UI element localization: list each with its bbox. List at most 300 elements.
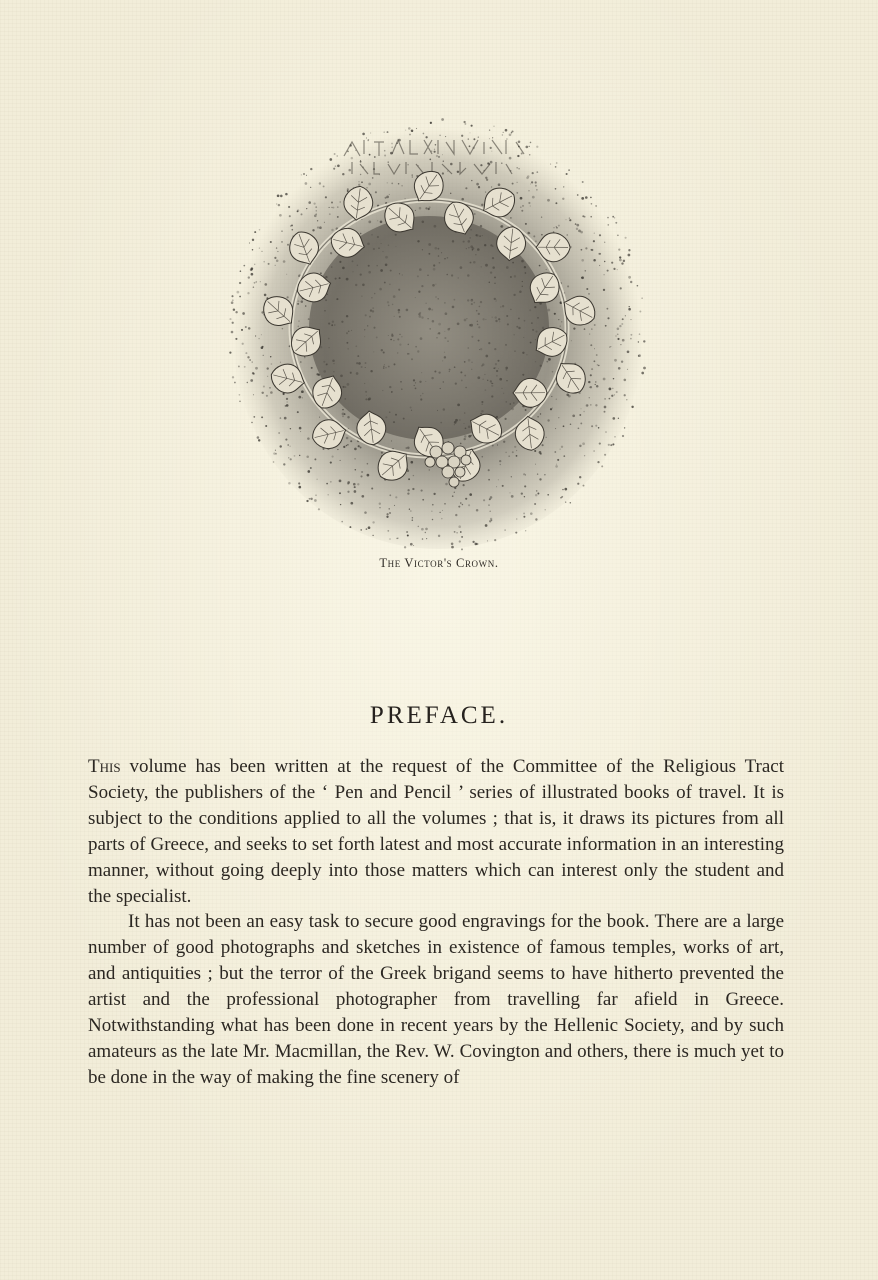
stipple-dot xyxy=(316,210,317,211)
stipple-dot xyxy=(354,486,356,488)
stipple-dot xyxy=(275,450,276,451)
stipple-dot xyxy=(516,450,517,451)
stipple-dot xyxy=(460,531,462,533)
stipple-dot xyxy=(476,509,479,512)
stipple-dot xyxy=(438,156,440,158)
stipple-dot xyxy=(283,393,285,395)
stipple-dot xyxy=(595,404,597,406)
stipple-dot xyxy=(254,231,256,233)
wreath-image xyxy=(224,96,654,551)
stipple-dot xyxy=(536,490,538,492)
stipple-dot xyxy=(529,146,530,147)
stipple-dot xyxy=(595,381,596,382)
stipple-dot xyxy=(586,404,588,406)
stipple-dot xyxy=(461,135,463,137)
stipple-dot xyxy=(285,193,288,196)
stipple-dot xyxy=(529,154,531,156)
stipple-dot xyxy=(465,187,467,189)
stipple-dot xyxy=(583,485,585,487)
stipple-dot xyxy=(534,503,536,505)
stipple-dot xyxy=(265,425,267,427)
stipple-dot xyxy=(630,319,631,320)
stipple-dot xyxy=(593,450,595,452)
stipple-dot xyxy=(512,183,514,185)
stipple-dot xyxy=(547,494,549,496)
stipple-dot xyxy=(464,123,466,125)
stipple-dot xyxy=(621,323,623,325)
stipple-dot xyxy=(253,394,254,395)
stipple-dot xyxy=(628,308,631,311)
stipple-dot xyxy=(429,206,431,208)
stipple-dot xyxy=(577,194,579,196)
stipple-dot xyxy=(297,211,299,213)
stipple-dot xyxy=(469,145,471,147)
stipple-dot xyxy=(488,504,489,505)
stipple-dot xyxy=(489,498,491,500)
stipple-dot xyxy=(419,207,422,210)
stipple-dot xyxy=(331,207,332,208)
stipple-dot xyxy=(518,141,521,144)
stipple-dot xyxy=(485,192,486,193)
stipple-dot xyxy=(431,151,432,152)
stipple-dot xyxy=(290,446,291,447)
stipple-dot xyxy=(314,499,317,502)
stipple-dot xyxy=(464,435,466,437)
stipple-dot xyxy=(461,536,463,538)
stipple-dot xyxy=(556,464,557,465)
stipple-dot xyxy=(340,504,341,505)
stipple-dot xyxy=(329,158,332,161)
stipple-dot xyxy=(545,509,546,510)
stipple-dot xyxy=(229,318,231,320)
stipple-dot xyxy=(553,227,554,228)
stipple-dot xyxy=(409,509,410,510)
stipple-dot xyxy=(599,265,600,266)
stipple-dot xyxy=(621,361,623,363)
stipple-dot xyxy=(408,478,410,480)
stipple-dot xyxy=(617,269,618,270)
stipple-dot xyxy=(386,196,389,199)
stipple-dot xyxy=(556,162,558,164)
stipple-dot xyxy=(612,443,614,445)
stipple-dot xyxy=(471,180,472,181)
stipple-dot xyxy=(562,489,563,490)
stipple-dot xyxy=(410,543,413,546)
stipple-dot xyxy=(406,531,408,533)
stipple-dot xyxy=(516,455,518,457)
stipple-dot xyxy=(380,221,383,224)
stipple-dot xyxy=(639,311,641,313)
stipple-dot xyxy=(503,441,505,443)
stipple-dot xyxy=(569,217,570,218)
stipple-dot xyxy=(426,538,427,539)
stipple-dot xyxy=(320,272,322,274)
stipple-dot xyxy=(489,129,490,130)
stipple-dot xyxy=(582,181,584,183)
stipple-dot xyxy=(580,422,582,424)
stipple-dot xyxy=(511,130,513,132)
stipple-dot xyxy=(599,234,601,236)
stipple-dot xyxy=(310,187,311,188)
stipple-dot xyxy=(516,167,518,169)
stipple-dot xyxy=(505,418,507,420)
stipple-dot xyxy=(389,508,390,509)
stipple-dot xyxy=(537,416,539,418)
stipple-dot xyxy=(456,532,458,534)
stipple-dot xyxy=(434,151,436,153)
stipple-dot xyxy=(362,133,365,136)
stipple-dot xyxy=(615,222,617,224)
stipple-dot xyxy=(627,369,628,370)
stipple-dot xyxy=(445,136,446,137)
stipple-dot xyxy=(589,386,590,387)
stipple-dot xyxy=(622,435,624,437)
stipple-dot xyxy=(346,437,349,440)
stipple-dot xyxy=(485,177,487,179)
stipple-dot xyxy=(523,512,525,514)
stipple-dot xyxy=(546,361,548,363)
stipple-dot xyxy=(540,413,541,414)
stipple-dot xyxy=(267,367,269,369)
stipple-dot xyxy=(595,384,596,385)
stipple-dot xyxy=(408,127,411,130)
stipple-dot xyxy=(622,339,625,342)
stipple-dot xyxy=(614,394,615,395)
stipple-dot xyxy=(618,367,621,370)
stipple-dot xyxy=(571,340,572,341)
stipple-dot xyxy=(570,502,572,504)
stipple-dot xyxy=(245,352,247,354)
stipple-dot xyxy=(347,481,350,484)
stipple-dot xyxy=(310,498,312,500)
stipple-dot xyxy=(458,525,461,528)
stipple-dot xyxy=(586,288,588,290)
stipple-dot xyxy=(570,424,572,426)
stipple-dot xyxy=(546,269,547,270)
stipple-dot xyxy=(333,168,335,170)
stipple-dot xyxy=(551,396,552,397)
stipple-dot xyxy=(433,493,435,495)
stipple-dot xyxy=(298,396,301,399)
stipple-dot xyxy=(491,151,492,152)
stipple-dot xyxy=(372,521,374,523)
stipple-dot xyxy=(252,249,254,251)
stipple-dot xyxy=(388,161,389,162)
stipple-dot xyxy=(291,224,293,226)
stipple-dot xyxy=(521,210,523,212)
stipple-dot xyxy=(360,529,362,531)
stipple-dot xyxy=(514,446,516,448)
stipple-dot xyxy=(460,502,462,504)
stipple-dot xyxy=(459,540,461,542)
stipple-dot xyxy=(548,358,551,361)
stipple-dot xyxy=(279,214,282,217)
stipple-dot xyxy=(346,445,348,447)
stipple-dot xyxy=(251,267,254,270)
stipple-dot xyxy=(232,299,234,301)
stipple-dot xyxy=(591,203,593,205)
stipple-dot xyxy=(555,202,557,204)
stipple-dot xyxy=(283,260,286,263)
stipple-dot xyxy=(435,144,437,146)
stipple-dot xyxy=(367,463,369,465)
stipple-dot xyxy=(354,458,356,460)
stipple-dot xyxy=(323,185,325,187)
stipple-dot xyxy=(372,535,373,536)
stipple-dot xyxy=(372,177,374,179)
stipple-dot xyxy=(535,518,537,520)
stipple-dot xyxy=(339,480,342,483)
stipple-dot xyxy=(612,388,614,390)
stipple-dot xyxy=(558,225,560,227)
stipple-dot xyxy=(627,350,630,353)
stipple-dot xyxy=(326,483,328,485)
stipple-dot xyxy=(401,185,403,187)
stipple-dot xyxy=(357,483,359,485)
stipple-dot xyxy=(280,195,283,198)
stipple-dot xyxy=(569,219,571,221)
stipple-dot xyxy=(441,518,443,520)
stipple-dot xyxy=(235,338,237,340)
stipple-dot xyxy=(317,479,318,480)
stipple-dot xyxy=(557,459,559,461)
paragraph-2: It has not been an easy task to secure good engravings for the book. There are a large number of good photographs and sketches in existence of famous temples, works of art, and antiquities ; but the terror of the Greek brigand seems to have hitherto prevented the artist and the professional photographer from travelling far afield in Greece. Notwithstanding what has been done in recent years by the Hellenic Society, and by such amateurs as the late Mr. Macmillan, the Rev. W. Covington and others, there is much yet to be done in the way of making the fine scenery of xyxy=(88,911,784,1088)
stipple-dot xyxy=(610,444,612,446)
stipple-dot xyxy=(499,460,501,462)
stipple-dot xyxy=(279,445,281,447)
stipple-dot xyxy=(342,173,344,175)
stipple-dot xyxy=(300,431,301,432)
stipple-dot xyxy=(629,306,630,307)
stipple-dot xyxy=(594,348,595,349)
stipple-dot xyxy=(525,530,526,531)
stipple-dot xyxy=(628,254,631,257)
stipple-dot xyxy=(239,282,241,284)
stipple-dot xyxy=(358,184,360,186)
stipple-dot xyxy=(429,469,430,470)
stipple-dot xyxy=(325,196,327,198)
stipple-dot xyxy=(614,217,615,218)
stipple-dot xyxy=(604,411,606,413)
stipple-dot xyxy=(278,204,280,206)
stipple-dot xyxy=(505,452,507,454)
stipple-dot xyxy=(297,303,299,305)
stipple-dot xyxy=(624,427,625,428)
stipple-dot xyxy=(339,492,341,494)
stipple-dot xyxy=(389,194,390,195)
stipple-dot xyxy=(554,313,556,315)
stipple-dot xyxy=(461,548,463,550)
preface-title: PREFACE. xyxy=(369,702,509,729)
stipple-dot xyxy=(604,406,607,409)
stipple-dot xyxy=(319,417,320,418)
stipple-dot xyxy=(261,392,263,394)
stipple-dot xyxy=(404,546,406,548)
stipple-dot xyxy=(384,154,386,156)
stipple-dot xyxy=(478,186,480,188)
stipple-dot xyxy=(441,118,444,121)
stipple-dot xyxy=(598,427,600,429)
stipple-dot xyxy=(591,368,593,370)
stipple-dot xyxy=(319,182,321,184)
stipple-dot xyxy=(579,414,581,416)
stipple-dot xyxy=(532,172,534,174)
stipple-dot xyxy=(361,495,364,498)
stipple-dot xyxy=(231,331,234,334)
stipple-dot xyxy=(641,372,644,375)
wreath-engraving xyxy=(224,96,654,551)
stipple-dot xyxy=(317,220,318,221)
stipple-dot xyxy=(319,226,322,229)
stipple-dot xyxy=(552,408,553,409)
stipple-dot xyxy=(442,510,443,511)
stipple-dot xyxy=(311,367,313,369)
stipple-dot xyxy=(334,153,336,155)
stipple-dot xyxy=(442,154,443,155)
stipple-dot xyxy=(300,361,302,363)
stipple-dot xyxy=(618,249,620,251)
stipple-dot xyxy=(612,216,614,218)
stipple-dot xyxy=(563,455,565,457)
stipple-dot xyxy=(317,226,319,228)
stipple-dot xyxy=(594,324,596,326)
stipple-dot xyxy=(578,427,580,429)
stipple-dot xyxy=(579,476,581,478)
stipple-dot xyxy=(273,461,275,463)
stipple-dot xyxy=(535,181,537,183)
stipple-dot xyxy=(232,322,234,324)
stipple-dot xyxy=(604,454,606,456)
stipple-dot xyxy=(299,455,300,456)
stipple-dot xyxy=(609,347,610,348)
stipple-dot xyxy=(559,448,560,449)
stipple-dot xyxy=(469,132,470,133)
stipple-dot xyxy=(241,329,243,331)
stipple-dot xyxy=(575,223,577,225)
stipple-dot xyxy=(480,164,482,166)
stipple-dot xyxy=(550,408,552,410)
stipple-dot xyxy=(620,287,622,289)
stipple-dot xyxy=(481,204,483,206)
stipple-dot xyxy=(533,235,535,237)
stipple-dot xyxy=(315,494,317,496)
stipple-dot xyxy=(275,453,277,455)
stipple-dot xyxy=(237,291,240,294)
stipple-dot xyxy=(432,519,434,521)
stipple-dot xyxy=(409,134,411,136)
stipple-dot xyxy=(261,251,262,252)
stipple-dot xyxy=(609,388,612,391)
stipple-dot xyxy=(260,281,261,282)
stipple-dot xyxy=(423,133,425,135)
stipple-dot xyxy=(594,232,595,233)
stipple-dot xyxy=(337,155,338,156)
stipple-dot xyxy=(385,197,387,199)
stipple-dot xyxy=(255,281,257,283)
stipple-dot xyxy=(561,496,563,498)
stipple-dot xyxy=(568,169,570,171)
stipple-dot xyxy=(536,171,538,173)
stipple-dot xyxy=(431,511,432,512)
stipple-dot xyxy=(555,428,556,429)
stipple-dot xyxy=(330,462,332,464)
stipple-dot xyxy=(616,391,618,393)
stipple-dot xyxy=(617,333,619,335)
stipple-dot xyxy=(443,161,444,162)
paragraph-1-text: volume has been written at the request of the Committee of the Religious Tract Society, the publishers of the ‘ Pen and Pencil ’ series of illustrated books of travel. It is subject to the conditions applied to all the volumes ; that is, it draws its pictures from all parts of Greece, and seeks to set forth latest and most accurate information in an interesting manner, without going deeply into those matters which can interest only the student and the specialist. xyxy=(88,756,784,907)
stipple-dot xyxy=(488,479,490,481)
stipple-dot xyxy=(478,136,479,137)
stipple-dot xyxy=(360,160,361,161)
stipple-dot xyxy=(329,213,331,215)
stipple-dot xyxy=(337,164,340,167)
stipple-dot xyxy=(341,521,343,523)
stipple-dot xyxy=(589,334,590,335)
stipple-dot xyxy=(506,138,508,140)
stipple-dot xyxy=(240,270,242,272)
stipple-dot xyxy=(229,352,231,354)
stipple-dot xyxy=(584,455,585,456)
stipple-dot xyxy=(630,281,632,283)
stipple-dot xyxy=(525,409,527,411)
stipple-dot xyxy=(298,482,300,484)
stipple-dot xyxy=(593,240,595,242)
stipple-dot xyxy=(623,260,625,262)
stipple-dot xyxy=(412,488,414,490)
stipple-dot xyxy=(292,229,294,231)
stipple-dot xyxy=(288,457,289,458)
stipple-dot xyxy=(280,362,281,363)
stipple-dot xyxy=(590,404,592,406)
stipple-dot xyxy=(500,464,501,465)
stipple-dot xyxy=(288,482,291,485)
stipple-dot xyxy=(637,285,639,287)
stipple-dot xyxy=(510,217,512,219)
stipple-dot xyxy=(310,168,312,170)
stipple-dot xyxy=(294,455,296,457)
stipple-dot xyxy=(463,438,465,440)
stipple-dot xyxy=(306,208,307,209)
stipple-dot xyxy=(619,325,621,327)
stipple-dot xyxy=(331,229,333,231)
stipple-dot xyxy=(511,476,512,477)
stipple-dot xyxy=(297,411,299,413)
stipple-dot xyxy=(555,465,558,468)
stipple-dot xyxy=(247,382,248,383)
stipple-dot xyxy=(366,528,368,530)
stipple-dot xyxy=(555,188,557,190)
stipple-dot xyxy=(613,378,614,379)
stipple-dot xyxy=(582,215,584,217)
stipple-dot xyxy=(361,471,363,473)
stipple-dot xyxy=(327,494,329,496)
stipple-dot xyxy=(590,344,592,346)
stipple-dot xyxy=(638,355,640,357)
stipple-dot xyxy=(374,156,376,158)
stipple-dot xyxy=(353,483,356,486)
stipple-dot xyxy=(422,538,424,540)
stipple-dot xyxy=(332,456,334,458)
stipple-dot xyxy=(350,440,352,442)
stipple-dot xyxy=(599,443,601,445)
stipple-dot xyxy=(525,223,527,225)
stipple-dot xyxy=(281,230,283,232)
stipple-dot xyxy=(407,489,409,491)
stipple-dot xyxy=(582,442,585,445)
stipple-dot xyxy=(351,157,353,159)
stipple-dot xyxy=(563,186,564,187)
stipple-dot xyxy=(301,300,304,303)
